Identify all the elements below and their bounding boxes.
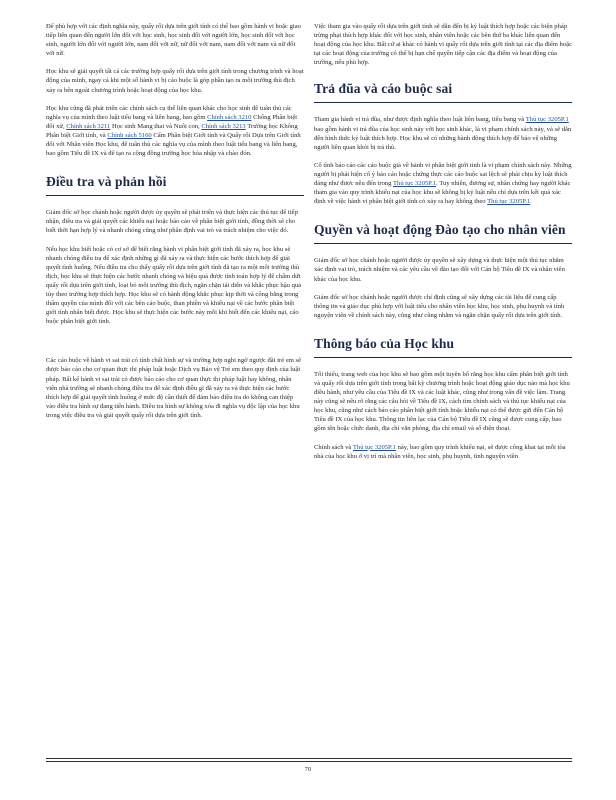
body-paragraph: Để phù hợp với các định nghĩa này, quấy rối dựa trên giới tính có thể bao gồm hành vi hoặc giao tiếp liên quan đến người lớn đối với học sinh, học sinh đối với người lớn, học sinh đối với học sinh, người lớn đối với người lớn, nam đối với nữ, nữ đối với nam, nam đối với nam và nữ đối với nữ. xyxy=(46,23,301,58)
section-heading-training: Quyền và hoạt động Đào tạo cho nhân viên xyxy=(314,222,572,244)
procedure-3205p1-link[interactable]: Thủ tục 3205P.1 xyxy=(393,180,437,188)
body-paragraph: Tham gia hành vi trả đũa, như được định nghĩa theo luật liên bang, tiểu bang và Thủ tục 3205P.1 bao gồm hành vi trả đũa của học sinh này với học sinh khác, là vi phạm chính sách này, và sẽ dẫn đến hình thức kỷ luật thích hợp. Học khu sẽ có những hành động thích hợp để bảo vệ những người liên quan khỏi bị trả thù. xyxy=(314,116,572,151)
body-paragraph: Nếu học khu biết hoặc có cơ sở để biết rằng hành vi phân biệt giới tính đã xảy ra, học khu sẽ nhanh chóng điều tra để xác định những gì đã xảy ra và thực hiện các bước thích hợp để giải quyết tình huống. Nếu điều tra cho thấy quấy rối dựa trên giới tính đã tạo ra một môi trường thù địch, học khu sẽ thực hiện các bước nhanh chóng và hiệu quả được tính toán hợp lý để chấm dứt quấy rối dựa trên giới tính, loại bỏ môi trường thù địch, ngăn chặn tái diễn và khắc phục hậu quả tùy theo trường hợp thích hợp. Học khu sẽ có hành động khắc phục kịp thời và công bằng trong thẩm quyền của mình đối với các bên cáo buộc, than phiền và khiếu nại về các bước phân biệt giới tính nhân biết được. Học khu sẽ thực hiện các bước này mỗi khi biết đến các khiếu nại, cáo buộc phân biệt giới tính. xyxy=(46,245,302,326)
body-paragraph: Tối thiểu, trang web của học khu sẽ bao gồm một tuyên bố rằng học khu cấm phân biệt giới tính và quấy rối dựa trên giới tính trong bất kỳ chương trình hoặc hoạt động giáo dục nào mà học khu điều hành, như yêu cầu của Tiêu đề IX và các luật khác, cũng như trong vấn đề việc làm. Trang này cũng sẽ nêu rõ rằng các câu hỏi về Tiêu đề IX, cách tìm chính sách và thủ tục khiếu nại của học khu, cũng như cách báo cáo phân biệt giới tính hoặc khiếu nại có thể được gửi đến Cán bộ Tiêu đề IX của học khu. Thông tin liên lạc của Cán bộ Tiêu đề IX cũng sẽ được cung cấp, bao gồm tên hoặc chức danh, địa chỉ văn phòng, địa chỉ email và số điện thoại. xyxy=(314,370,570,433)
procedure-3205p1-link[interactable]: Thủ tục 3205P.1 xyxy=(487,198,531,206)
right-column xyxy=(314,22,572,470)
policy-3210-link[interactable]: Chính sách 3210 xyxy=(207,113,252,121)
body-paragraph: Học khu sẽ giải quyết tất cả các trường hợp quấy rối dựa trên giới tính trong chương trình và hoạt động của mình, ngay cả khi một số hành vi bị cáo buộc là góp phần tạo ra môi trường thù địch xảy ra bên ngoài chương trình hoặc hoạt động của học khu. xyxy=(46,68,304,94)
body-paragraph: Giám đốc sở học chánh hoặc người được ủy quyền sẽ xây dựng và thực hiện một thủ tục nhằm xác định vai trò, trách nhiệm và các yêu cầu về đào tạo đối với Cán bộ Tiêu đề IX và nhân viên khác của học khu. xyxy=(314,257,565,283)
body-paragraph: Cố tình báo cáo các cáo buộc giả về hành vi phân biệt giới tính là vi phạm chính sách này. Những người bị phát hiện cố ý báo cáo hoặc chứng thực các cáo buộc sai lệch sẽ phải chịu kỷ luật thích đáng như được nêu đến trong Thủ tục 3205P.1. Tuy nhiên, đương sự, nhân chứng hay người khác tham gia vào quy trình khiếu nại của học khu sẽ không bị kỷ luật nếu chỉ dựa trên kết quả xác định về việc hành vi phân biệt giới tính có xảy ra hay không theo Thủ tục 3205P.1. xyxy=(314,161,572,206)
procedure-3205p1-link[interactable]: Thủ tục 3205P.1 xyxy=(352,443,396,451)
body-paragraph: Giám đốc sở học chánh hoặc người được ủy quyền sẽ phát triển và thực hiện các thủ tục để tiếp nhận, điều tra và giải quyết các khiếu nại hoặc báo cáo về phân biệt giới tính, đồng thời sẽ cho biết thời hạn hợp lý và nhanh chóng cũng như phân định vai trò và trách nhiệm cho việc đó. xyxy=(46,209,298,235)
body-paragraph: Việc tham gia vào quấy rối dựa trên giới tính sẽ dẫn đến bị kỷ luật thích hợp hoặc các biện pháp trừng phạt thích hợp khác đối với học sinh, nhân viên hoặc các bên thứ ba khác liên quan đến hoạt động của học khu. Bất cứ ai khác có hành vi quấy rối dựa trên giới tính tại các địa điểm hoặc tại các hoạt động của trường có thể bị hạn chế quyền tiếp cận các địa điểm và hoạt động của trường, nếu phù hợp. xyxy=(314,23,572,67)
footer-divider xyxy=(46,758,572,759)
left-column xyxy=(46,22,304,429)
section-heading-investigation: Điều tra và phản hồi xyxy=(46,174,304,196)
policy-3211-link[interactable]: Chính sách 3211 xyxy=(66,122,111,130)
policy-5160-link[interactable]: Chính sách 5160 xyxy=(107,131,152,139)
page-number: 70 xyxy=(304,766,312,773)
body-paragraph: Giám đốc sở học chánh hoặc người được chỉ định cũng sẽ xây dựng các tài liệu để cung cấp thông tin và giáo dục phù hợp với luật tiểu cho nhân viên học khu, học sinh, phụ huynh và tình nguyện viên về chính sách này, cũng như cũng nhằm và ngăn chặn quấy rối dựa trên giới tính. xyxy=(314,293,565,319)
procedure-3205p1-link[interactable]: Thủ tục 3205P.1 xyxy=(525,116,569,124)
body-paragraph: Các cáo buộc về hành vi sai trái có tính chất hình sự và trường hợp nghi ngờ ngược đãi trẻ em sẽ được báo cáo cho cơ quan thực thi pháp luật hoặc Dịch vụ Bảo vệ Trẻ em theo quy định của luật pháp. Bất kể hành vi sai trái có được báo cáo cho cơ quan thực thi pháp luật hay không, nhân viên nhà trường sẽ nhanh chóng điều tra để xác định điều gì đã xảy ra và thực hiện các bước thích hợp để giải quyết tình huống ở mức độ cần thiết để đảm bảo điều tra do không can thiệp vào điều tra hình sự đang tiến hành. Điều tra hình sự không xóa đi nghĩa vụ độc lập của học khu trong việc điều tra và giải quyết quấy rối dựa trên giới tính. xyxy=(46,357,302,419)
footer-divider xyxy=(46,761,572,762)
body-paragraph: Chính sách và Thủ tục 3205P.1 này, bao gồm quy trình khiếu nại, sẽ được công khai tại mỗi tòa nhà của học khu ở vị trí mà nhân viên, học sinh, phụ huynh, tình nguyện viên xyxy=(314,443,566,460)
section-heading-retaliation: Trả đũa và cáo buộc sai xyxy=(314,81,572,103)
policy-3213-link[interactable]: Chính sách 3213 xyxy=(201,122,246,130)
section-heading-notice: Thông báo của Học khu xyxy=(314,336,572,358)
body-paragraph: Học khu cũng đã phát triển các chính sách cụ thể liên quan khác cho học sinh để tuân thủ các nghĩa vụ của mình theo luật tiểu bang và liên bang, bao gồm Chính sách 3210 Chống Phân biệt đối xử, Chính sách 3211 Học sinh Mang thai và Nuôi con, Chính sách 3213 Trường học Không Phân biệt Giới tính, và Chính sách 5160 Cấm Phân biệt Giới tính và Quấy rối Dựa trên Giới tính đối với Nhân viên Học khu, để tuân thủ các nghĩa vụ của mình theo luật tiểu bang và liên bang, bao gồm Tiêu đề IX và để tạo ra cộng đồng trường học hòa nhập và chào đón. xyxy=(46,104,301,158)
